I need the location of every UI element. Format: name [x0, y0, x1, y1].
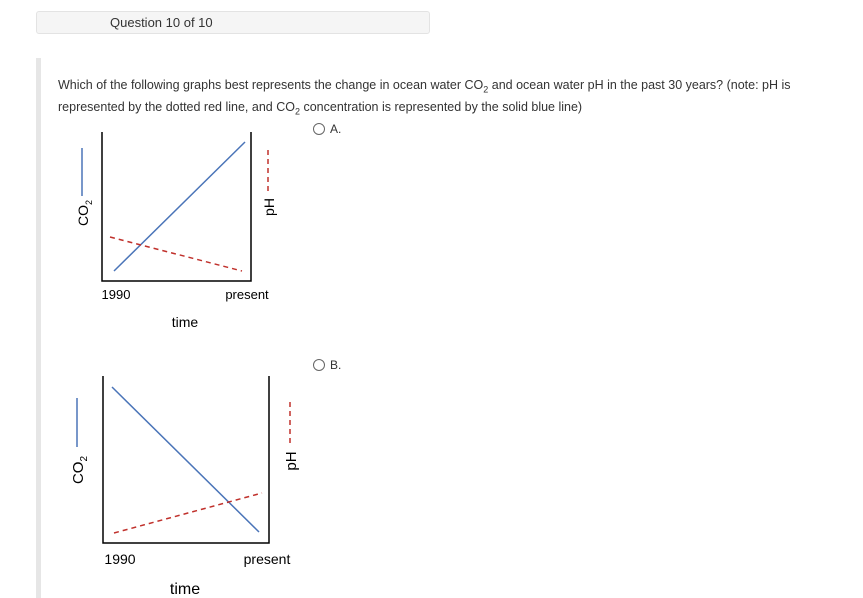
graph-b-co2-label: $CO_2$ — [70, 455, 90, 485]
graph-a-co2-label: $CO_2$ — [75, 199, 94, 227]
prompt-part-2: and ocean water pH in the past 30 years? (note: pH is represented by the dotted red line, and CO — [58, 78, 791, 114]
graph-a-x-end: present — [225, 287, 269, 302]
graph-b-x-start: 1990 — [104, 551, 136, 567]
prompt-subscript-2: 2 — [294, 106, 300, 116]
graph-b-ph-line — [114, 493, 262, 533]
choice-a[interactable] — [313, 122, 341, 136]
prompt-part-3: concentration is represented by the solid blue line) — [299, 99, 583, 114]
choice-b-label: B. — [330, 358, 342, 372]
question-counter: Question 10 of 10 — [110, 15, 213, 30]
graph-a-axes — [102, 132, 251, 281]
radio-button-b[interactable] — [313, 359, 325, 371]
graph-a-x-start: 1990 — [101, 287, 131, 302]
graph-b-ph-label: pH — [283, 451, 300, 471]
graph-b-x-title: time — [169, 581, 201, 598]
choice-b[interactable] — [313, 358, 341, 372]
graph-b-co2-line — [112, 387, 259, 532]
choice-a-label: A. — [330, 122, 342, 136]
graph-a-ph-label: pH — [261, 198, 277, 216]
graph-a-co2-line — [114, 142, 245, 271]
question-prompt — [58, 77, 818, 120]
prompt-subscript-1: 2 — [483, 84, 489, 95]
prompt-part-1: Which of the following graphs best represents the change in ocean water CO — [58, 78, 484, 92]
question-rail — [36, 58, 41, 598]
radio-button-a[interactable] — [313, 123, 325, 135]
graph-b-x-end: present — [243, 551, 291, 567]
graph-a-x-title: time — [171, 314, 199, 330]
graph-b-axes — [103, 376, 269, 543]
question-header — [36, 11, 430, 34]
graph-a-ph-line — [110, 237, 242, 271]
